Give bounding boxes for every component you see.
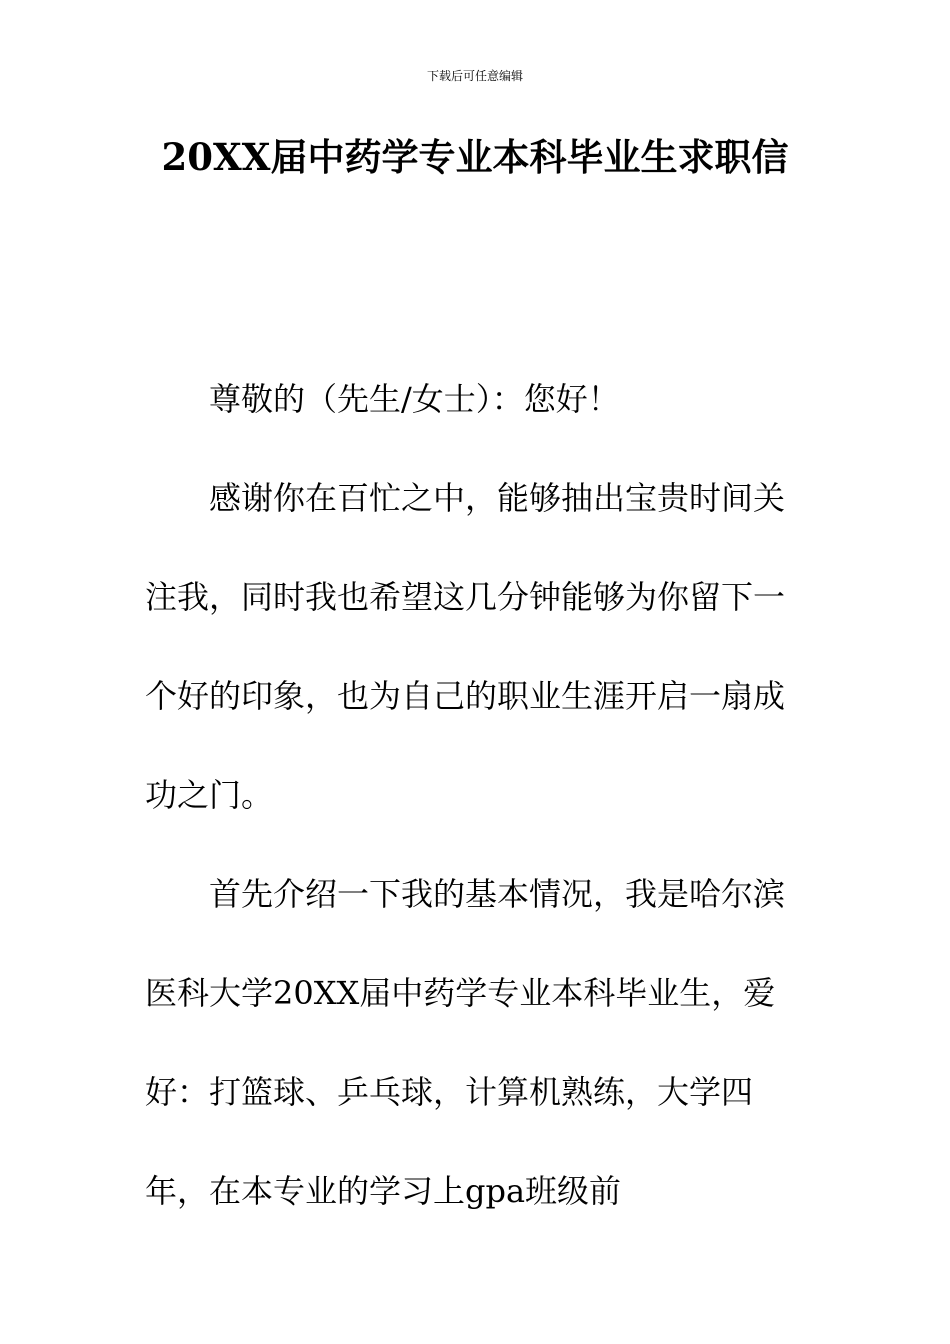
- header-note: 下载后可任意编辑: [426, 69, 523, 83]
- introduction-paragraph: 首先介绍一下我的基本情况，我是哈尔滨医科大学20XX届中药学专业本科毕业生，爱好：打篮球、乒乓球，计算机熟练，大学四年，在本专业的学习上gpa班级前: [145, 875, 786, 1210]
- thanks-paragraph: 感谢你在百忙之中，能够抽出宝贵时间关注我，同时我也希望这几分钟能够为你留下一个好的印象，也为自己的职业生涯开启一扇成功之门。: [145, 479, 786, 814]
- document-title: 20XX届中药学专业本科毕业生求职信: [161, 135, 789, 179]
- letter-body: [145, 350, 795, 1241]
- salutation-paragraph: 尊敬的（先生/女士）：您好！: [209, 380, 620, 418]
